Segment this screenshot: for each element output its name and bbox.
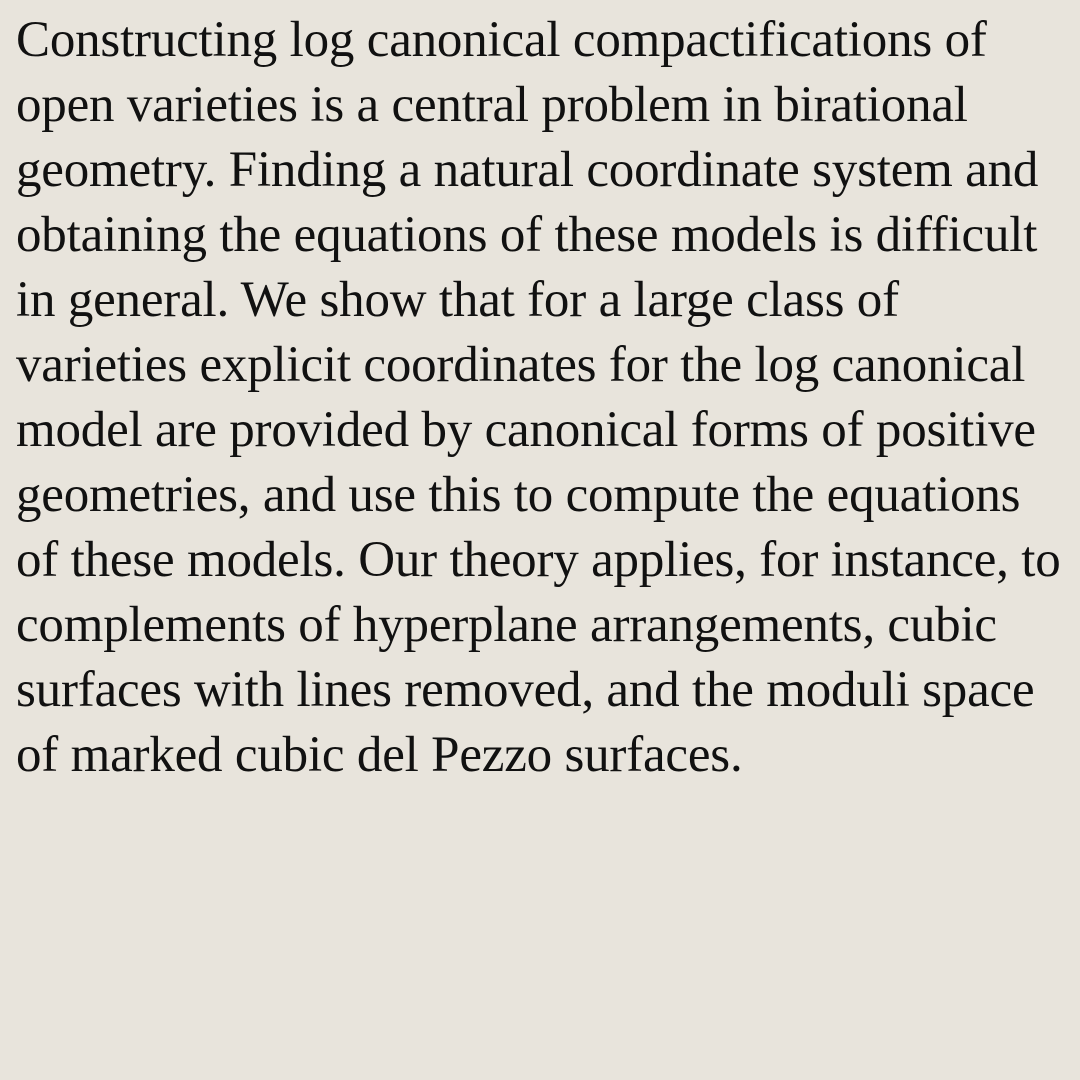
abstract-paragraph: Constructing log canonical compactifications of open varieties is a central problem in birational geometry. Finding a natural coordinate system and obtaining the equations of these models is difficult in general. We show that for a large class of varieties explicit coordinates for the log canonical model are provided by canonical forms of positive geometries, and use this to compute the equations of these models. Our theory applies, for instance, to complements of hyperplane arrangements, cubic surfaces with lines removed, and the moduli space of marked cubic del Pezzo surfaces. bbox=[16, 12, 1061, 783]
